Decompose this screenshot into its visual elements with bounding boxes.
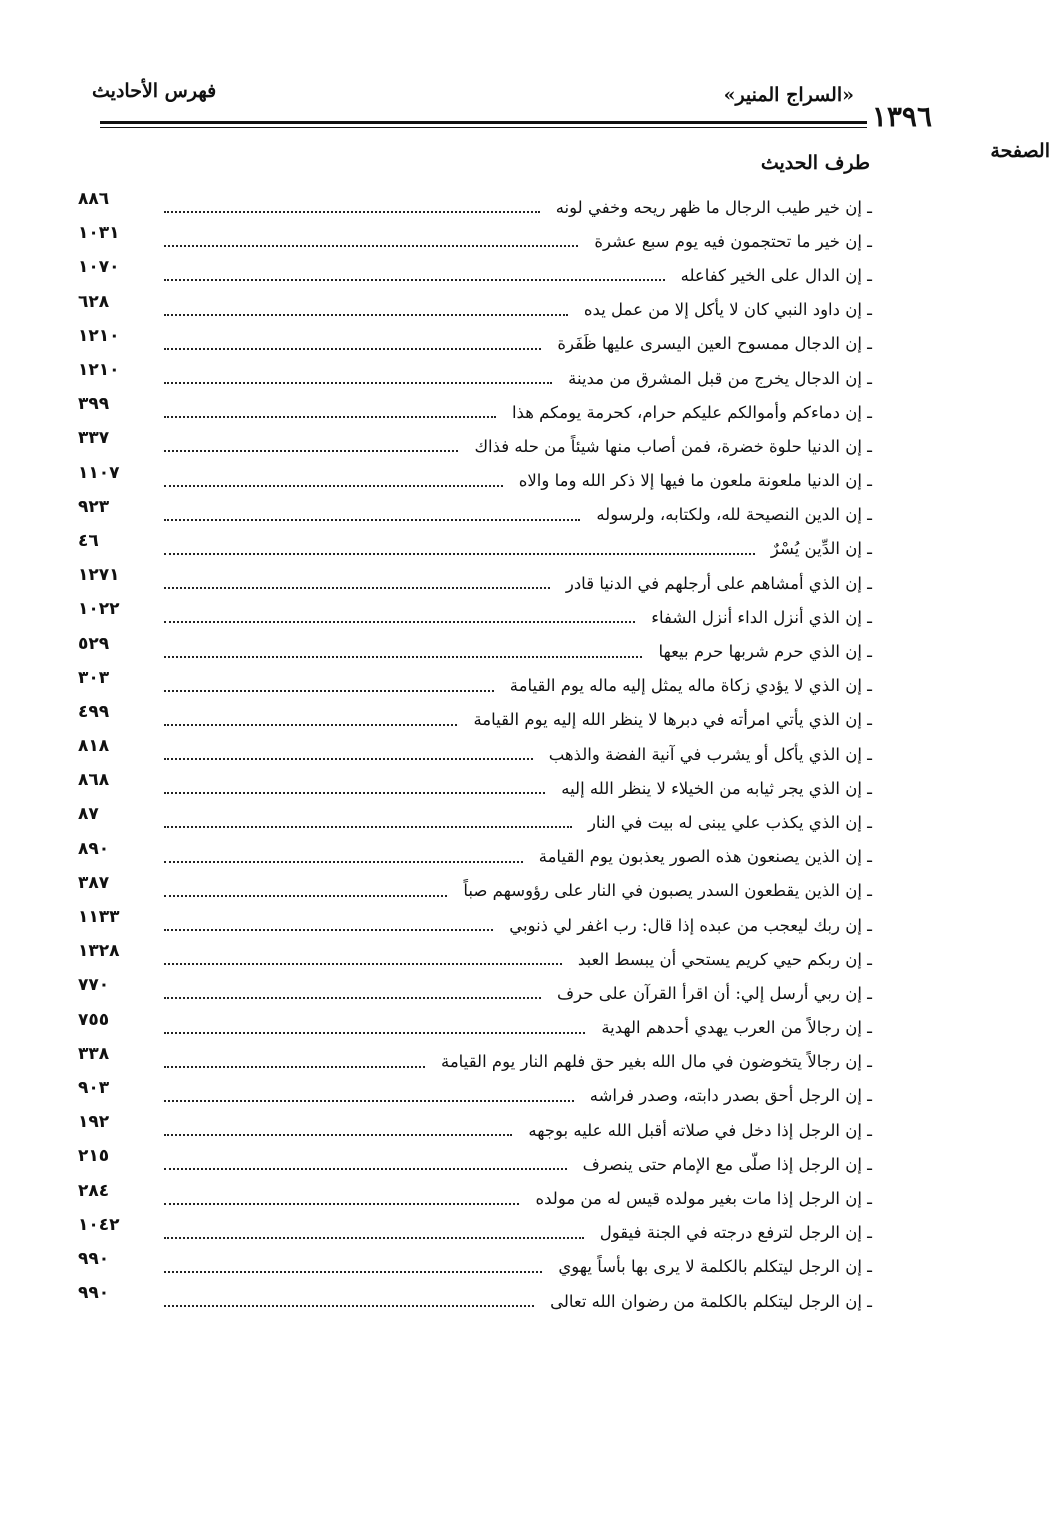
dot-leader [164,587,550,589]
hadith-text: ـ إن ربك ليعجب من عبده إذا قال: رب اغفر لي ذنوبي [509,915,872,935]
dot-leader [164,724,457,726]
index-entry [78,1147,872,1181]
hadith-text: ـ إن الذي أنزل الداء أنزل الشفاء [651,607,872,627]
hadith-text: ـ إن خير طيب الرجال ما ظهر ريحه وخفي لونه [555,197,872,217]
page-ref: ١٣٢٨ [78,941,120,962]
hadith-text: ـ إن الرجل لترفع درجته في الجنة فيقول [599,1223,872,1243]
index-entry [78,703,872,737]
index-entry [78,190,872,224]
dot-leader [164,656,642,658]
index-entry [78,1284,872,1318]
dot-leader [164,1271,542,1273]
dot-leader [164,348,541,350]
index-entry [78,1045,872,1079]
hadith-text: ـ إن الذين يقطعون السدر يصبون في النار على رؤوسهم صباً [463,881,872,901]
dot-leader [164,519,580,521]
hadith-text: ـ إن داود النبي كان لا يأكل إلا من عمل يده [583,300,872,320]
hadith-text: ـ إن الدنيا حلوة خضرة، فمن أصاب منها شيئاً من حله فذاك [474,436,872,456]
dot-leader [164,792,545,794]
index-entry [78,805,872,839]
dot-leader [164,1168,567,1170]
hadith-text: ـ إن الدال على الخير كفاعله [680,265,872,285]
page-ref: ٣٣٧ [78,428,110,449]
dot-leader [164,553,755,555]
page-ref: ١٢١٠ [78,325,120,346]
page-ref: ٨٨٦ [78,189,110,210]
index-entry [78,293,872,327]
index-entry [78,327,872,361]
index-entry [78,840,872,874]
dot-leader [164,1134,512,1136]
page-ref: ٩٠٣ [78,1077,110,1098]
hadith-text: ـ إن الذي لا يؤدي زكاة ماله يمثل إليه ماله يوم القيامة [509,676,872,696]
index-entry [78,600,872,634]
index-entry [78,737,872,771]
hadith-text: ـ إن دماءكم وأموالكم عليكم حرام، كحرمة يومكم هذا [511,402,872,422]
hadith-text: ـ إن الدجال ممسوح العين اليسرى عليها ظَفَرة [557,334,872,354]
page-ref: ٤٩٩ [78,701,110,722]
hadith-text: ـ إن خير ما تحتجمون فيه يوم سبع عشرة [594,231,872,251]
dot-leader [164,997,541,999]
dot-leader [164,1066,425,1068]
hadith-text: ـ إن الرجل إذا صلّى مع الإمام حتى ينصرف [582,1154,872,1174]
page-ref: ٣٨٧ [78,872,110,893]
dot-leader [164,861,523,863]
page-ref: ١٠٧٠ [78,257,120,278]
dot-leader [164,485,503,487]
index-entry [78,1181,872,1215]
dot-leader [164,450,458,452]
index-entry [78,395,872,429]
page-ref: ٩٩٠ [78,1248,110,1269]
index-entry [78,669,872,703]
hadith-text: ـ إن الدنيا ملعونة ملعون ما فيها إلا ذكر الله وما والاه [518,471,872,491]
index-entry [78,1079,872,1113]
index-entry [78,942,872,976]
header-rule-thin [100,127,867,128]
page-number: ١٣٩٦ [871,100,932,133]
dot-leader [164,690,494,692]
index-entry [78,1113,872,1147]
page-ref: ٧٧٠ [78,975,110,996]
index-entry [78,532,872,566]
page-ref: ٥٢٩ [78,633,110,654]
column-header-page: الصفحة [990,140,1050,162]
header-rule [100,121,867,124]
hadith-text: ـ إن الرجل ليتكلم بالكلمة من رضوان الله تعالى [550,1291,872,1311]
page-ref: ٣٩٩ [78,394,110,415]
index-entry [78,908,872,942]
hadith-text: ـ إن ربكم حيي كريم يستحي أن يبسط العبد [577,949,872,969]
dot-leader [164,211,540,213]
dot-leader [164,758,533,760]
page-ref: ١٠٣١ [78,223,120,244]
index-entry [78,498,872,532]
page-ref: ٤٦ [78,530,99,551]
page-ref: ١٢٧١ [78,565,120,586]
index-entry [78,771,872,805]
dot-leader [164,314,568,316]
index-entry [78,258,872,292]
page-ref: ١٢١٠ [78,360,120,381]
running-head [92,78,932,133]
index-entry [78,566,872,600]
dot-leader [164,929,493,931]
page-ref: ٢٨٤ [78,1180,110,1201]
dot-leader [164,1305,534,1307]
page-ref: ٩٩٠ [78,1283,110,1304]
hadith-text: ـ إن الرجل أحق بصدر دابته، وصدر فراشه [589,1086,872,1106]
book-title: «السراج المنير» [723,84,854,106]
page-ref: ٨٦٨ [78,770,110,791]
hadith-text: ـ إن الدجال يخرج من قبل المشرق من مدينة [568,368,872,388]
hadith-text: ـ إن الدِّين يُسْرٌ [770,539,872,559]
dot-leader [164,279,665,281]
page-ref: ٨٧ [78,804,99,825]
page-ref: ٦٢٨ [78,291,110,312]
page-ref: ٧٥٥ [78,1009,110,1030]
page-ref: ٢١٥ [78,1146,110,1167]
hadith-index-list [78,190,872,1318]
hadith-text: ـ إن الرجل إذا دخل في صلاته أقبل الله عليه بوجهه [528,1120,872,1140]
hadith-text: ـ إن رجالاً من العرب يهدي أحدهم الهدية [601,1018,872,1038]
dot-leader [164,1100,574,1102]
dot-leader [164,245,578,247]
hadith-text: ـ إن الذي يأتي امرأته في دبرها لا ينظر الله إليه يوم القيامة [473,710,872,730]
index-entry [78,874,872,908]
dot-leader [164,963,562,965]
index-entry [78,224,872,258]
index-entry [78,976,872,1010]
hadith-text: ـ إن الذي يجر ثيابه من الخيلاء لا ينظر الله إليه [561,778,872,798]
index-entry [78,1250,872,1284]
page-ref: ١٠٤٢ [78,1214,120,1235]
dot-leader [164,382,552,384]
dot-leader [164,621,635,623]
hadith-text: ـ إن رجالاً يتخوضون في مال الله بغير حق فلهم النار يوم القيامة [441,1052,872,1072]
hadith-text: ـ إن الذي أمشاهم على أرجلهم في الدنيا قادر [565,573,872,593]
index-entry [78,634,872,668]
hadith-text: ـ إن الرجل ليتكلم بالكلمة لا يرى بها بأساً يهوي [558,1257,872,1277]
hadith-text: ـ إن الرجل إذا مات بغير مولده قيس له من مولده [535,1189,872,1209]
hadith-text: ـ إن الذين يصنعون هذه الصور يعذبون يوم القيامة [538,847,872,867]
hadith-text: ـ إن الذي يأكل أو يشرب في آنية الفضة والذهب [548,744,872,764]
page-ref: ١٠٢٢ [78,599,120,620]
page-ref: ١١٠٧ [78,462,120,483]
dot-leader [164,416,496,418]
index-entry [78,361,872,395]
dot-leader [164,1032,585,1034]
page-ref: ٣٣٨ [78,1043,110,1064]
column-header-hadith: طرف الحديث [760,152,870,174]
page-ref: ١٩٢ [78,1112,110,1133]
dot-leader [164,826,572,828]
index-entry [78,1216,872,1250]
hadith-text: ـ إن الدين النصيحة لله، ولكتابه، ولرسوله [596,505,872,525]
page-ref: ٨١٨ [78,736,110,757]
page-ref: ١١٣٣ [78,907,120,928]
page-ref: ٩٢٣ [78,496,110,517]
index-entry [78,1011,872,1045]
hadith-text: ـ إن الذي يكذب علي يبنى له بيت في النار [587,812,872,832]
hadith-text: ـ إن الذي حرم شربها حرم بيعها [658,642,872,662]
dot-leader [164,1237,584,1239]
hadith-text: ـ إن ربي أرسل إلي: أن اقرأ القرآن على حرف [557,983,872,1003]
page-ref: ٣٠٣ [78,667,110,688]
dot-leader [164,1203,519,1205]
index-title: فهرس الأحاديث [92,80,217,102]
index-entry [78,464,872,498]
page-ref: ٨٩٠ [78,838,110,859]
dot-leader [164,895,447,897]
index-entry [78,429,872,463]
